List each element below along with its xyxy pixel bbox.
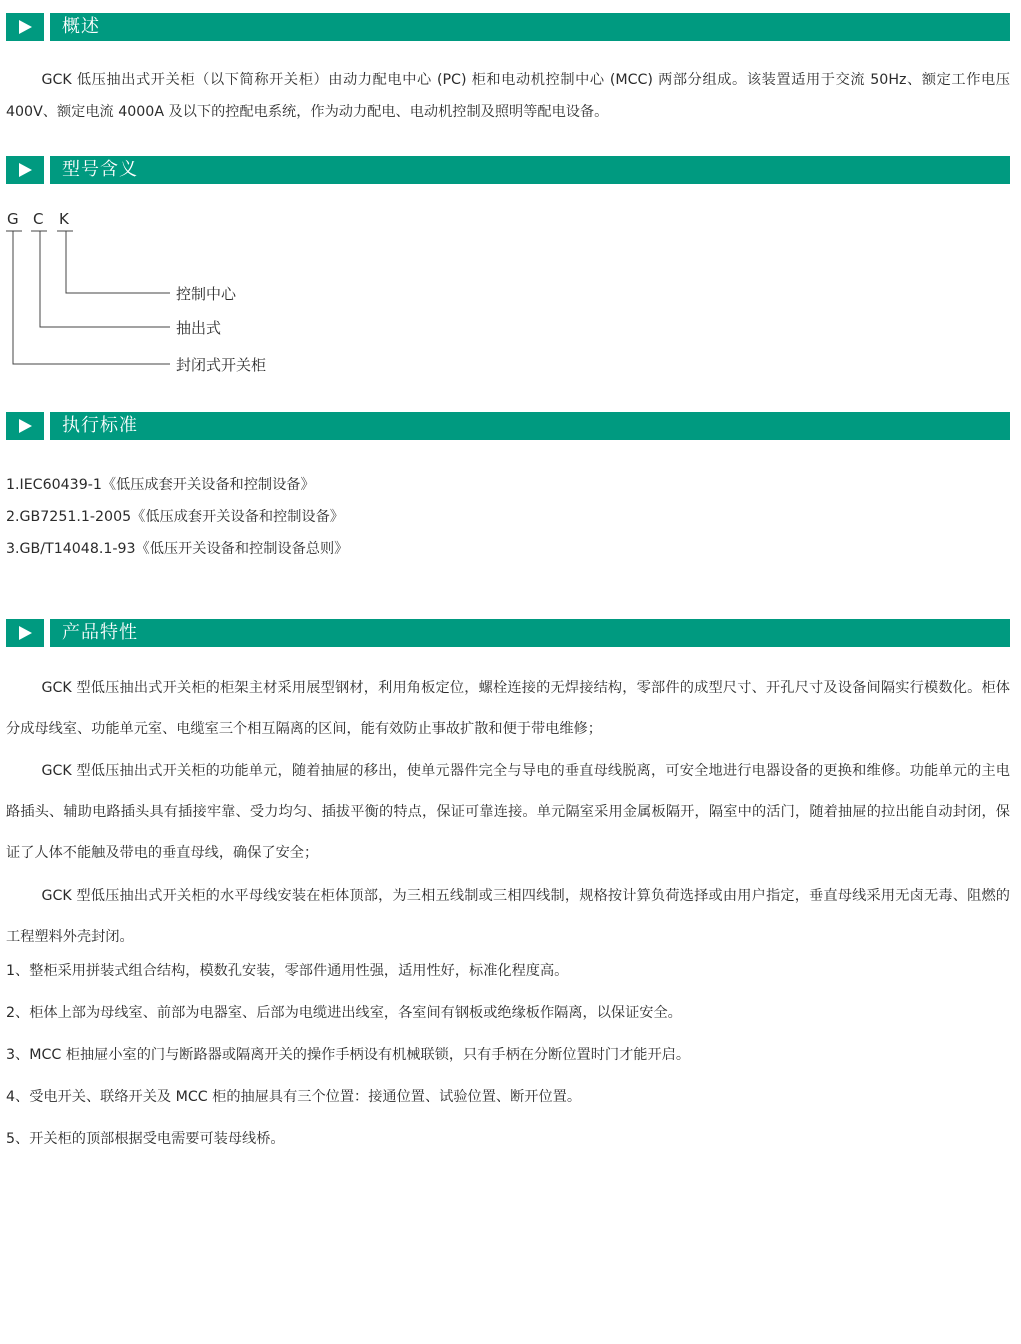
section-header-standards	[6, 412, 1010, 440]
section-title-bar	[50, 412, 1010, 440]
model-connector-lines	[0, 0, 200, 380]
section-header-features	[6, 619, 1010, 647]
section-title: 产品特性	[62, 622, 138, 643]
section-title: 型号含义	[62, 159, 138, 180]
play-arrow-icon	[19, 419, 32, 433]
list-item: 4、受电开关、联络开关及 MCC 柜的抽屉具有三个位置：接通位置、试验位置、断开位置。	[6, 1089, 582, 1105]
list-item: 5、开关柜的顶部根据受电需要可装母线桥。	[6, 1131, 285, 1147]
features-paragraph: GCK 型低压抽出式开关柜的水平母线安装在柜体顶部，为三相五线制或三相四线制，规格按计算负荷选择或由用户指定，垂直母线采用无卤无毒、阻燃的工程塑料外壳封闭。	[6, 888, 1010, 945]
model-label-withdrawable: 抽出式	[176, 319, 222, 337]
model-label-control-center: 控制中心	[176, 285, 237, 303]
list-item: 1、整柜采用拼装式组合结构，模数孔安装，零部件通用性强，适用性好，标准化程度高。	[6, 963, 569, 979]
section-title-bar	[50, 619, 1010, 647]
list-item: 3.GB/T14048.1-93《低压开关设备和控制设备总则》	[6, 541, 349, 557]
section-marker	[6, 412, 44, 440]
standards-list	[6, 474, 348, 570]
list-item: 2、柜体上部为母线室、前部为电器室、后部为电缆进出线室，各室间有钢板或绝缘板作隔离，以保证安全。	[6, 1005, 682, 1021]
play-arrow-icon	[19, 626, 32, 640]
model-letter-c: C	[33, 210, 44, 228]
list-item: 3、MCC 柜抽屉小室的门与断路器或隔离开关的操作手柄设有机械联锁，只有手柄在分断位置时门才能开启。	[6, 1047, 691, 1063]
model-letter-k: K	[59, 210, 69, 228]
list-item: 1.IEC60439-1《低压成套开关设备和控制设备》	[6, 477, 315, 493]
overview-paragraph: GCK 低压抽出式开关柜（以下简称开关柜）由动力配电中心 (PC) 柜和电动机控制中心 (MCC) 两部分组成。该装置适用于交流 50Hz、额定工作电压 400V、额定电流 4000A 及以下的控配电系统，作为动力配电、电动机控制及照明等配电设备。	[6, 72, 1010, 120]
features-paragraph: GCK 型低压抽出式开关柜的功能单元，随着抽屉的移出，使单元器件完全与导电的垂直母线脱离，可安全地进行电器设备的更换和维修。功能单元的主电路插头、辅助电路插头具有插接牢靠、受力均匀、插拔平衡的特点，保证可靠连接。单元隔室采用金属板隔开，隔室中的活门，随着抽屉的拉出能自动封闭，保证了人体不能触及带电的垂直母线，确保了安全；	[6, 763, 1010, 861]
section-title: 概述	[62, 16, 100, 37]
model-letter-g: G	[7, 210, 19, 228]
features-list	[6, 960, 690, 1170]
list-item: 2.GB7251.1-2005《低压成套开关设备和控制设备》	[6, 509, 344, 525]
section-marker	[6, 619, 44, 647]
features-paragraph: GCK 型低压抽出式开关柜的柜架主材采用展型钢材，利用角板定位，螺栓连接的无焊接结构，零部件的成型尺寸、开孔尺寸及设备间隔实行模数化。柜体分成母线室、功能单元室、电缆室三个相互隔离的区间，能有效防止事故扩散和便于带电维修；	[6, 680, 1010, 737]
model-label-enclosed-switchgear: 封闭式开关柜	[176, 356, 267, 374]
section-title: 执行标准	[62, 415, 138, 436]
